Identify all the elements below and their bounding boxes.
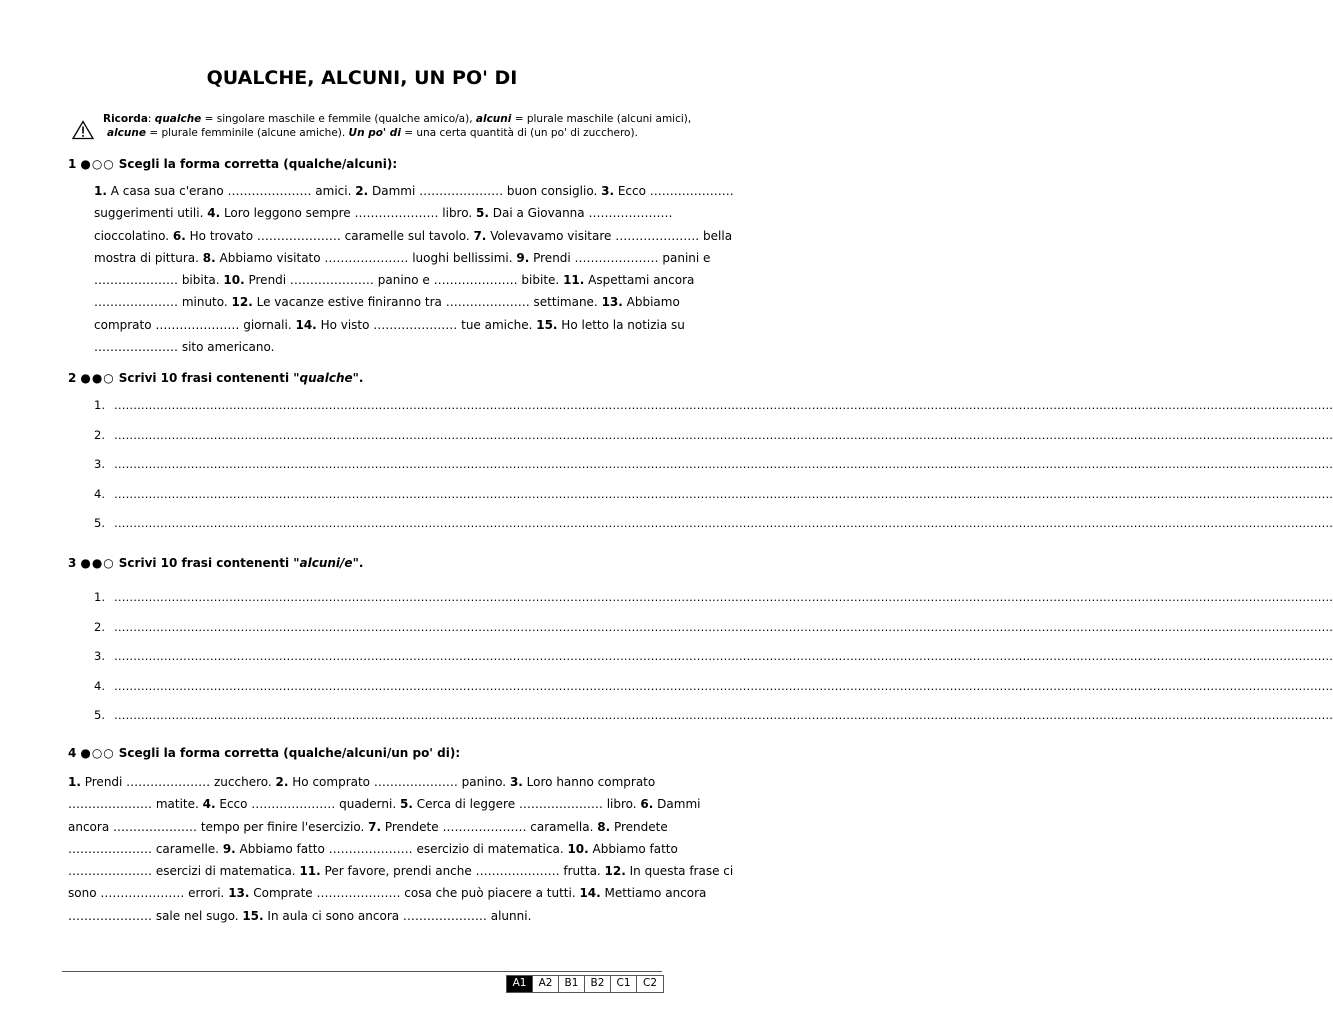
difficulty-dots: ●●○ [80,556,115,570]
exercise-line: comprato ………………… giornali. 14. Ho visto ………………… tue amiche. 15. Ho letto la notizia su [94,317,685,332]
dotted-answer-line[interactable]: ………………………………………………………………………………………………………………………………………………………………………………………………………………………………………………………………………………………… [114,427,1333,442]
footer-divider [62,971,662,972]
exercise-line: ………………… sale nel sugo. 15. In aula ci sono ancora ………………… alunni. [68,908,532,923]
level-c1: C1 [611,976,637,992]
line-number: 2. [94,427,105,442]
dotted-answer-line[interactable]: ………………………………………………………………………………………………………………………………………………………………………………………………………………………………………………………………………………………… [114,516,1333,530]
exercise-line: cioccolatino. 6. Ho trovato ………………… caramelle sul tavolo. 7. Volevavamo visitare ………………… bella [94,228,733,243]
line-number: 3. [94,457,105,471]
remember-fragment: = plurale maschile (alcuni amici), [511,113,692,125]
warning-icon [72,120,94,140]
section-instruction: Scrivi 10 frasi contenenti " [118,371,300,385]
line-number: 2. [94,619,105,634]
exercise-line: ………………… minuto. 12. Le vacanze estive finiranno tra ………………… settimane. 13. Abbiamo [94,295,680,310]
section-number: 3 [68,556,77,570]
section-instruction-end: ". [352,371,364,385]
level-a1: A1 [507,976,533,992]
exercise-line: ………………… sito americano. [94,340,275,355]
line-number: 1. [94,398,105,412]
level-indicator [506,975,664,993]
section-1-heading [68,157,397,171]
difficulty-dots: ●●○ [80,371,115,385]
exercise-line: 1. A casa sua c'erano ………………… amici. 2. Dammi ………………… buon consiglio. 3. Ecco ………………… [94,184,734,198]
dotted-answer-line[interactable]: ………………………………………………………………………………………………………………………………………………………………………………………………………………………………………………………………………………………… [114,708,1333,722]
section-instruction: Scrivi 10 frasi contenenti " [118,556,300,570]
remember-fragment: = plurale femminile (alcune amiche). [145,127,349,139]
section-instruction-end: ". [352,556,364,570]
remember-text [103,112,691,140]
writing-line[interactable] [94,457,1333,471]
line-number: 5. [94,708,105,722]
remember-line-2 [103,126,691,140]
line-number: 4. [94,486,105,501]
exercise-4-text [68,771,734,927]
section-3-heading [68,556,363,570]
level-a2: A2 [533,976,559,992]
level-b2: B2 [585,976,611,992]
line-number: 4. [94,678,105,693]
difficulty-dots: ●○○ [80,746,115,760]
writing-line[interactable] [94,486,1333,501]
remember-fragment: = una certa quantità di (un po' di zucchero). [400,127,638,139]
remember-fragment: : [147,113,155,125]
section-instruction: Scegli la forma corretta (qualche/alcuni): [118,157,398,171]
remember-fragment: qualche [154,113,202,125]
level-b1: B1 [559,976,585,992]
dotted-answer-line[interactable]: ………………………………………………………………………………………………………………………………………………………………………………………………………………………………………………………………………………………… [114,619,1333,634]
difficulty-dots: ●○○ [80,157,115,171]
writing-line[interactable] [94,649,1333,663]
remember-fragment: alcune [107,127,146,139]
remember-fragment: = singolare maschile e femmile (qualche amico/a), [201,113,476,125]
remember-fragment: alcuni [475,113,512,125]
section-2-heading [68,371,363,385]
dotted-answer-line[interactable]: ………………………………………………………………………………………………………………………………………………………………………………………………………………………………………………………………………………………… [114,486,1333,501]
section-4-heading [68,746,460,760]
dotted-answer-line[interactable]: ………………………………………………………………………………………………………………………………………………………………………………………………………………………………………………………………………………………… [114,457,1333,471]
remember-line-1 [103,112,691,126]
section-keyword: alcuni/e [299,556,353,570]
section-keyword: qualche [299,371,353,385]
exercise-line: 1. Prendi ………………… zucchero. 2. Ho comprato ………………… panino. 3. Loro hanno comprato [68,775,656,789]
exercise-line: ancora ………………… tempo per finire l'esercizio. 7. Prendete ………………… caramella. 8. Prendete [68,819,668,834]
page-title: QUALCHE, ALCUNI, UN PO' DI [206,67,518,89]
section-number: 1 [68,157,77,171]
exercise-line: ………………… esercizi di matematica. 11. Per favore, prendi anche ………………… frutta. 12. In questa frase ci [68,864,734,879]
exercise-line: ………………… caramelle. 9. Abbiamo fatto ………………… esercizio di matematica. 10. Abbiamo fatto [68,841,678,856]
exercise-1-text [94,180,734,358]
exercise-line: ………………… matite. 4. Ecco ………………… quaderni. 5. Cerca di leggere ………………… libro. 6. Dammi [68,797,701,812]
line-number: 3. [94,649,105,663]
dotted-answer-line[interactable]: ………………………………………………………………………………………………………………………………………………………………………………………………………………………………………………………………………………………… [114,398,1333,412]
section-instruction: Scegli la forma corretta (qualche/alcuni/un po' di): [118,746,461,760]
writing-line[interactable] [94,427,1333,442]
exercise-line: sono ………………… errori. 13. Comprate ………………… cosa che può piacere a tutti. 14. Mettiamo ancora [68,886,707,901]
writing-line[interactable] [94,619,1333,634]
line-number: 1. [94,590,105,604]
level-c2: C2 [642,977,657,989]
dotted-answer-line[interactable]: ………………………………………………………………………………………………………………………………………………………………………………………………………………………………………………………………………………………… [114,590,1333,604]
dotted-answer-line[interactable]: ………………………………………………………………………………………………………………………………………………………………………………………………………………………………………………………………………………………… [114,649,1333,663]
dotted-answer-line[interactable]: ………………………………………………………………………………………………………………………………………………………………………………………………………………………………………………………………………………………… [114,678,1333,693]
writing-line[interactable] [94,516,1333,530]
exercise-line: suggerimenti utili. 4. Loro leggono sempre ………………… libro. 5. Dai a Giovanna ………………… [94,206,673,221]
writing-line[interactable] [94,398,1333,412]
remember-fragment: Un po' di [348,127,401,139]
writing-line[interactable] [94,678,1333,693]
section-number: 2 [68,371,77,385]
section-number: 4 [68,746,77,760]
writing-line[interactable] [94,708,1333,722]
exercise-line: ………………… bibita. 10. Prendi ………………… panino e ………………… bibite. 11. Aspettami ancora [94,273,695,288]
exercise-line: mostra di pittura. 8. Abbiamo visitato ………………… luoghi bellissimi. 9. Prendi ………………… panini e [94,250,711,265]
writing-line[interactable] [94,590,1333,604]
remember-fragment: Ricorda [103,113,148,125]
line-number: 5. [94,516,105,530]
